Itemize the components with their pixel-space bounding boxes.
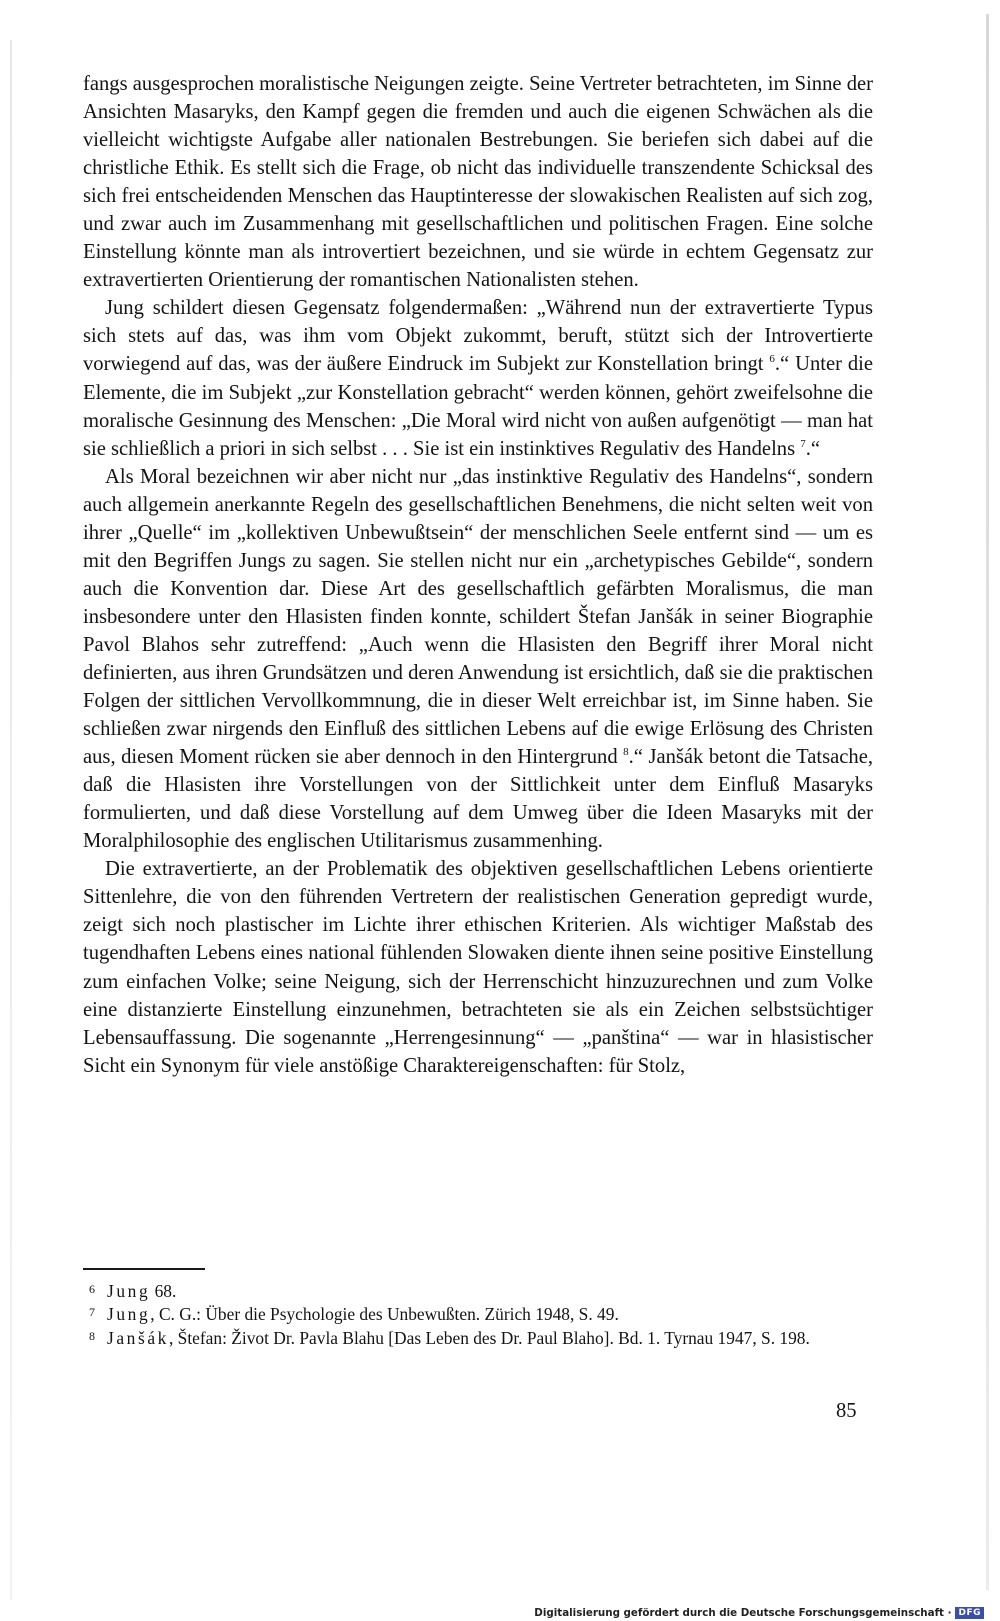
- footnote-author: Jung: [107, 1304, 151, 1325]
- page-edge-left: [10, 40, 12, 1600]
- text-run: .“ Janšák betont die Tatsache, daß die Hlasisten ihre Vorstellungen von der Sittlichkeit unter dem Einfluß Masaryks formulierten, und daß diese Vorstellung auf dem Umweg über die Ideen Masaryks mit der Moralphilosophie des englischen Utilitarismus zusammenhing.: [83, 746, 873, 853]
- body-paragraph: [83, 294, 873, 462]
- footnote-author: Janšák: [107, 1327, 169, 1348]
- footnotes: [83, 1280, 873, 1350]
- body-text: [83, 70, 873, 1080]
- footnote-citation: 68.: [150, 1281, 177, 1301]
- footnote-number: 6: [89, 1282, 95, 1296]
- body-paragraph: [83, 70, 873, 294]
- text-run: Jung schildert diesen Gegensatz folgendermaßen: „Während nun der extravertierte Typus sich stets auf das, was ihm vom Objekt zukommt, beruft, stützt sich der Introvertierte vorwiegend auf das, was der äußere Eindruck im Subjekt zur Konstellation bringt: [83, 297, 873, 376]
- footnote-number: 7: [89, 1305, 95, 1320]
- footnote-citation: , Štefan: Život Dr. Pavla Blahu [Das Leben des Dr. Paul Blaho]. Bd. 1. Tyrnau 1947, S. 198.: [168, 1327, 810, 1348]
- footnote-marker: 6: [769, 353, 775, 366]
- footnote-text: [107, 1327, 873, 1350]
- page-edge-right: [986, 14, 989, 1590]
- footnote: [83, 1303, 873, 1326]
- text-run: .“ Unter die Elemente, die im Subjekt „zur Konstellation gebracht“ werden können, gehört zweifelsohne die moralische Gesinnung des Menschen: „Die Moral wird nicht von außen aufgenötigt — man hat sie schließlich a priori in sich selbst . . . Sie ist ein instinktives Regulativ des Handelns: [83, 353, 873, 460]
- footnote-citation: , C. G.: Über die Psychologie des Unbewußten. Zürich 1948, S. 49.: [150, 1304, 619, 1325]
- page-number: 85: [836, 1400, 857, 1422]
- footnote-marker: 7: [800, 437, 806, 450]
- text-run: Als Moral bezeichnen wir aber nicht nur „das instinktive Regulativ des Handelns“, sondern auch allgemein anerkannte Regeln des gesellschaftlichen Benehmens, die nicht selten weit von ihrer „Quelle“ im „kollektiven Unbewußtsein“ der menschlichen Seele entfernt sind — um es mit den Begriffen Jungs zu sagen. Sie stellen nicht nur ein „archetypisches Gebilde“, sondern auch die Konvention dar. Diese Art des gesellschaftlich gefärbten Moralismus, die man insbesondere unter den Hlasisten finden konnte, schildert Štefan Janšák in seiner Biographie Pavol Blahos sehr zutreffend: „Auch wenn die Hlasisten den Begriff ihrer Moral nicht definierten, aus ihren Grundsätzen und deren Anwendung ist ersichtlich, daß sie die praktischen Folgen der sittlichen Vervollkommnung, die in dieser Welt erreichbar ist, im Sinne haben. Sie schließen zwar nirgends den Einfluß des sittlichen Lebens auf die ewige Erlösung des Christen aus, diesen Moment rücken sie aber dennoch in den Hintergrund: [83, 465, 873, 769]
- footnote: [83, 1327, 873, 1350]
- footnote-text: [107, 1303, 873, 1326]
- footnote-number: 8: [89, 1328, 95, 1343]
- footnote-author: Jung: [107, 1281, 151, 1301]
- footnote-marker: 8: [623, 746, 629, 759]
- footnote-rule: [83, 1268, 205, 1270]
- dfg-logo: DFG: [955, 1607, 984, 1619]
- body-paragraph: [83, 463, 873, 856]
- text-run: fangs ausgesprochen moralistische Neigungen zeigte. Seine Vertreter betrachteten, im Sinne der Ansichten Masaryks, den Kampf gegen die fremden und auch die eigenen Schwächen als die vielleicht wichtigste Aufgabe aller nationalen Bestrebungen. Sie beriefen sich dabei auf die christliche Ethik. Es stellt sich die Frage, ob nicht das individuelle transzendente Schicksal des sich frei entscheidenden Menschen das Hauptinteresse der slowakischen Realisten auf sich zog, und zwar auch im Zusammenhang mit gesellschaftlichen und politischen Fragen. Eine solche Einstellung könnte man als introvertiert bezeichnen, und sie würde in echtem Gegensatz zur extravertierten Orientierung der romantischen Nationalisten stehen.: [83, 73, 873, 292]
- banner-text: Digitalisierung gefördert durch die Deutsche Forschungsgemeinschaft ·: [534, 1606, 952, 1619]
- text-run: .“: [805, 437, 821, 460]
- text-run: Die extravertierte, an der Problematik des objektiven gesellschaftlichen Lebens orientierte Sittenlehre, die von den führenden Vertretern der realistischen Generation gepredigt wurde, zeigt sich noch plastischer im Lichte ihrer ethischen Kriterien. Als wichtiger Maßstab des tugendhaften Lebens eines national fühlenden Slowaken diente ihnen seine positive Einstellung zum einfachen Volke; seine Neigung, sich der Herrenschicht hinzuzurechnen und zum Volke eine distanzierte Einstellung einzunehmen, betrachteten sie als ein Zeichen selbstsüchtiger Lebensauffassung. Die sogenannte „Herrengesinnung“ — „panština“ — war in hlasistischer Sicht ein Synonym für viele anstößige Charaktereigenschaften: für Stolz,: [83, 858, 873, 1077]
- body-paragraph: [83, 855, 873, 1079]
- footnote: [83, 1280, 873, 1303]
- footnote-text: [107, 1280, 873, 1303]
- digitization-banner: [534, 1604, 984, 1621]
